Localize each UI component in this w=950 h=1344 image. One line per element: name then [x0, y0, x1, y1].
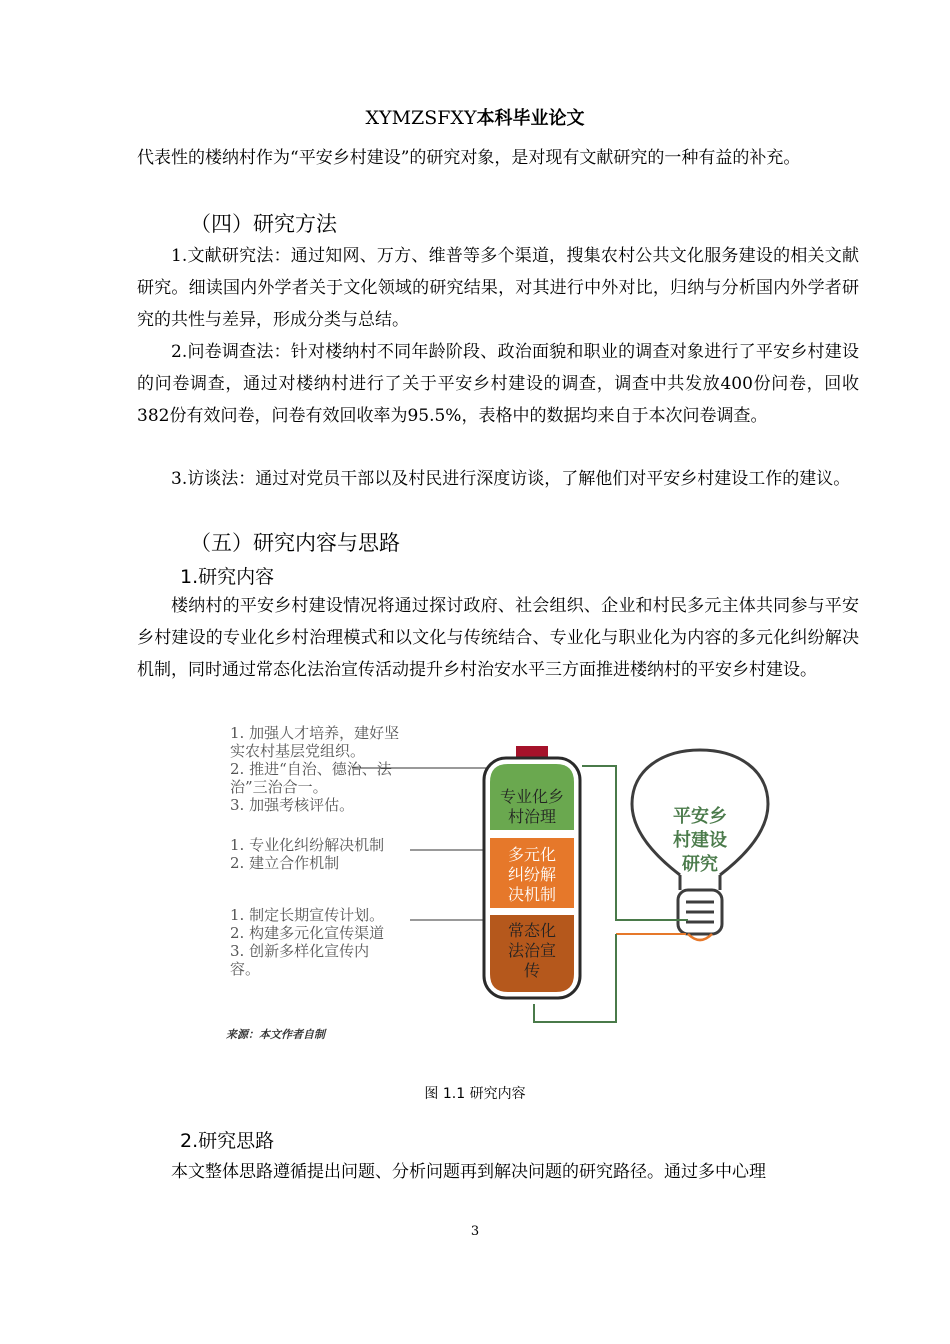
wire-bottom [534, 934, 616, 1022]
label-1-line-2: 实农村基层党组织。 [230, 742, 366, 760]
label-2-line-2: 2. 建立合作机制 [230, 854, 340, 872]
segment-top-line-1: 专业化乡 [499, 787, 565, 806]
label-3-line-2: 2. 构建多元化宣传渠道 [230, 924, 385, 942]
page-number: 3 [470, 1224, 480, 1239]
label-3-line-4: 容。 [230, 960, 261, 978]
page-header [0, 104, 950, 130]
subheading-research-content: 1.研究内容 [180, 566, 275, 588]
subheading-research-approach: 2.研究思路 [180, 1130, 275, 1152]
paragraph-research-approach: 本文整体思路遵循提出问题、分析问题再到解决问题的研究路径。通过多中心理 [171, 1162, 766, 1182]
paragraph-literature-method: 1.文献研究法：通过知网、万方、维普等多个渠道，搜集农村公共文化服务建设的相关文献研究。细读国内外学者关于文化领域的研究结果，对其进行中外对比，归纳与分析国内外学者研究的共性与差异，形成分类与总结。 [137, 246, 859, 330]
label-1-line-5: 3. 加强考核评估。 [230, 796, 355, 814]
figure-caption: 图 1.1 研究内容 [424, 1086, 526, 1102]
paragraph-research-content: 楼纳村的平安乡村建设情况将通过探讨政府、社会组织、企业和村民多元主体共同参与平安乡村建设的专业化乡村治理模式和以文化与传统结合、专业化与职业化为内容的多元化纠纷解决机制，同时通过常态化法治宣传活动提升乡村治安水平三方面推进楼纳村的平安乡村建设。 [137, 596, 859, 680]
label-1-line-1: 1. 加强人才培养，建好坚 [230, 724, 400, 742]
label-group-3 [230, 906, 384, 978]
label-1-line-4: 治”三治合一。 [230, 778, 328, 796]
paragraph-interview-method: 3.访谈法：通过对党员干部以及村民进行深度访谈，了解他们对平安乡村建设工作的建议。 [171, 469, 851, 489]
label-2-line-1: 1. 专业化纠纷解决机制 [230, 836, 385, 854]
label-group-2 [230, 836, 384, 872]
segment-bottom-line-3: 传 [523, 961, 541, 980]
label-3-line-1: 1. 制定长期宣传计划。 [230, 906, 385, 924]
bulb-label-2: 村建设 [673, 830, 727, 851]
paragraph-intro-end: 代表性的楼纳村作为“平安乡村建设”的研究对象，是对现有文献研究的一种有益的补充。 [137, 148, 801, 168]
wire-top [582, 766, 688, 920]
segment-bottom-line-2: 法治宣 [507, 941, 557, 960]
section-heading-methods: （四）研究方法 [190, 212, 337, 236]
figure-source: 来源：本文作者自制 [226, 1028, 325, 1041]
segment-bottom-line-1: 常态化 [507, 921, 557, 940]
bulb-label-3: 研究 [682, 854, 718, 875]
label-1-line-3: 2. 推进“自治、德治、法 [230, 760, 392, 778]
paragraph-survey-method: 2.问卷调查法：针对楼纳村不同年龄阶段、政治面貌和职业的调查对象进行了平安乡村建设的问卷调查，通过对楼纳村进行了关于平安乡村建设的调查，调查中共发放400份问卷，回收382份有效问卷，问卷有效回收率为95.5%，表格中的数据均来自于本次问卷调查。 [137, 342, 859, 426]
header-code: XYMZSFXY [365, 107, 477, 129]
segment-middle-line-2: 纠纷解 [507, 865, 557, 884]
segment-top-line-2: 村治理 [507, 807, 557, 826]
label-group-1 [230, 724, 399, 814]
segment-middle-line-3: 决机制 [507, 885, 557, 904]
bulb-label-1: 平安乡 [673, 806, 727, 827]
label-3-line-3: 3. 创新多样化宣传内 [230, 942, 370, 960]
header-title: 本科毕业论文 [476, 108, 585, 129]
section-heading-content: （五）研究内容与思路 [190, 531, 400, 555]
segment-middle-line-1: 多元化 [507, 845, 557, 864]
circuit-wires [530, 740, 700, 1030]
